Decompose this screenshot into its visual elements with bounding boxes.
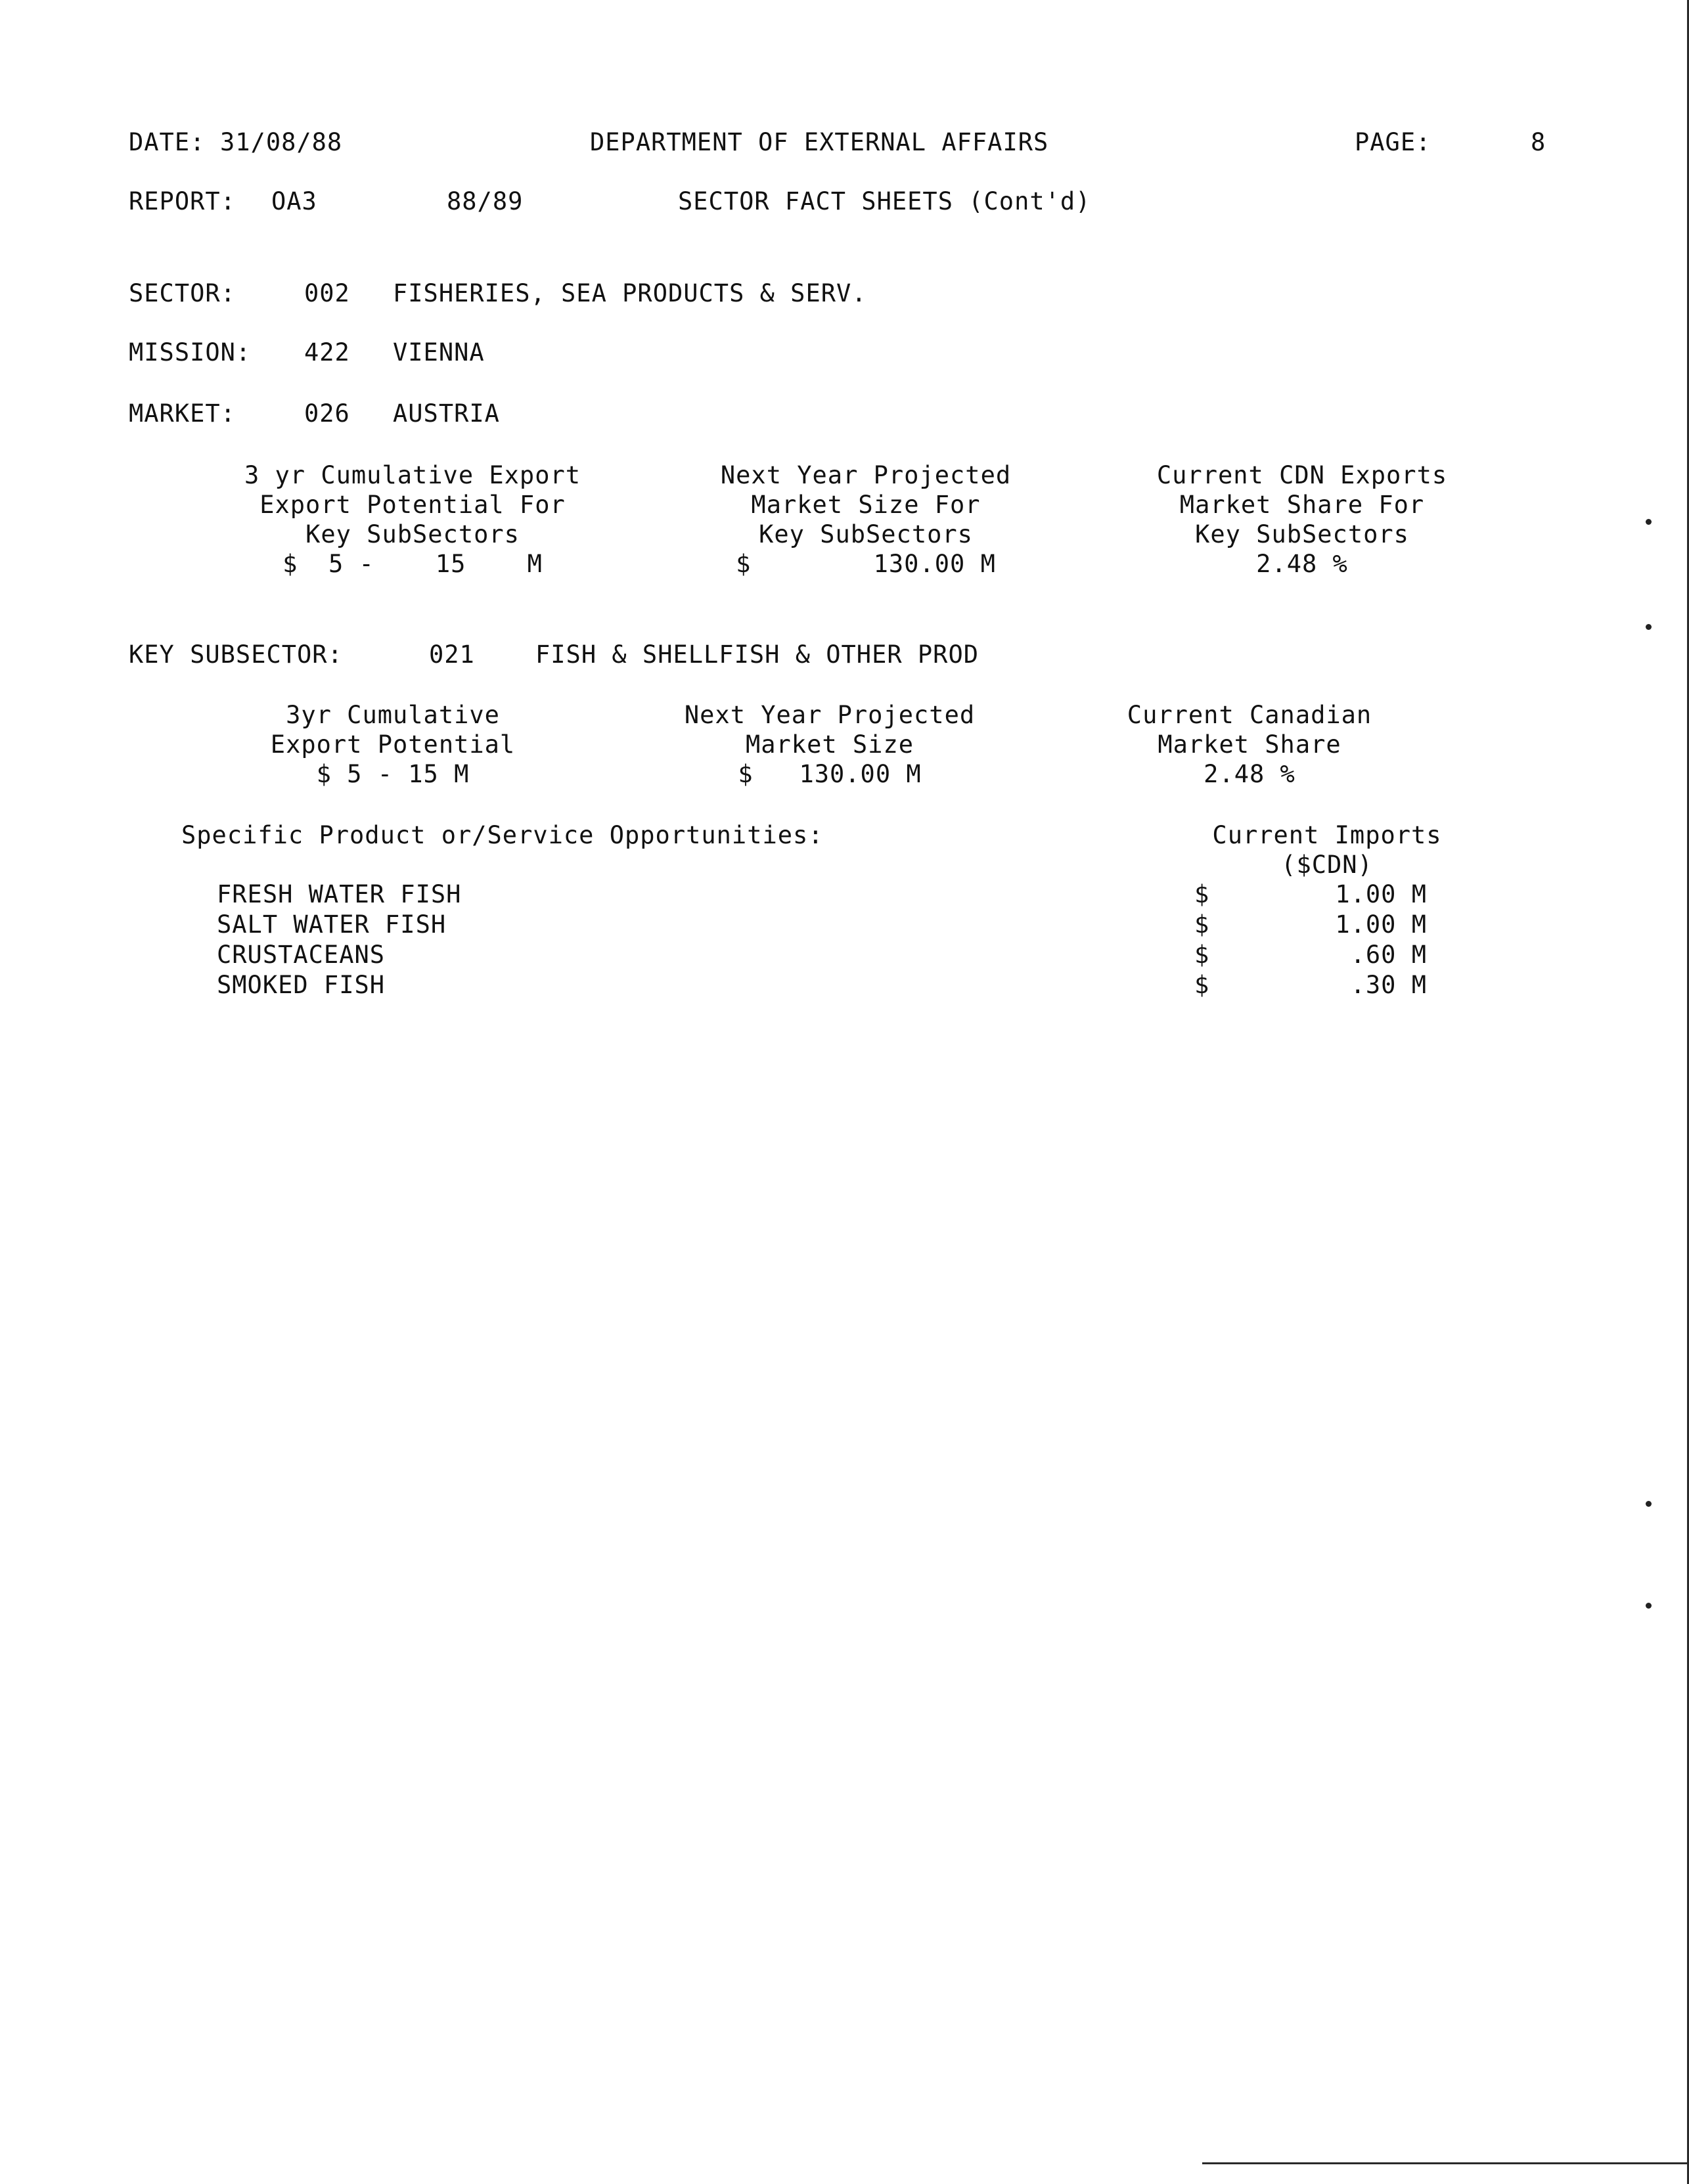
sector-market-size-value: $ 130.00 M bbox=[736, 550, 996, 578]
import-amount: 1.00 M bbox=[1335, 880, 1427, 908]
report-title: SECTOR FACT SHEETS (Cont'd) bbox=[678, 187, 1091, 215]
subsector-export-potential-value: $ 5 - 15 M bbox=[316, 760, 470, 788]
sector-market-size-heading-3: Key SubSectors bbox=[759, 520, 973, 548]
sector-name: FISHERIES, SEA PRODUCTS & SERV. bbox=[393, 279, 867, 307]
scan-speck bbox=[1646, 1501, 1652, 1507]
product-name: SMOKED FISH bbox=[217, 971, 386, 999]
product-name: SALT WATER FISH bbox=[217, 910, 447, 939]
sector-label: SECTOR: bbox=[129, 279, 236, 307]
subsector-name: FISH & SHELLFISH & OTHER PROD bbox=[535, 640, 980, 669]
page-number: 8 bbox=[1531, 128, 1546, 156]
scan-speck bbox=[1646, 519, 1652, 525]
fiscal-year: 88/89 bbox=[447, 187, 524, 215]
date-label: DATE: bbox=[129, 128, 206, 156]
subsector-market-size-value: $ 130.00 M bbox=[738, 760, 922, 788]
mission-name: VIENNA bbox=[393, 338, 485, 367]
market-name: AUSTRIA bbox=[393, 399, 500, 428]
report-code: OA3 bbox=[271, 187, 317, 215]
current-imports-heading: Current Imports bbox=[1212, 821, 1442, 849]
import-currency: $ bbox=[1194, 971, 1210, 999]
subsector-export-potential-heading-2: Export Potential bbox=[270, 730, 516, 759]
subsector-market-share-value: 2.48 % bbox=[1204, 760, 1295, 788]
product-name: CRUSTACEANS bbox=[217, 941, 386, 969]
page-label: PAGE: bbox=[1355, 128, 1431, 156]
sector-market-share-value: 2.48 % bbox=[1256, 550, 1348, 578]
market-label: MARKET: bbox=[129, 399, 236, 428]
market-code: 026 bbox=[304, 399, 350, 428]
scan-speck bbox=[1646, 624, 1652, 630]
subsector-market-share-heading-2: Market Share bbox=[1158, 730, 1341, 759]
subsector-export-potential-heading-1: 3yr Cumulative bbox=[286, 701, 500, 729]
import-currency: $ bbox=[1194, 941, 1210, 969]
sector-export-potential-heading-3: Key SubSectors bbox=[305, 520, 520, 548]
sector-market-size-heading-2: Market Size For bbox=[751, 491, 981, 519]
subsector-code: 021 bbox=[429, 640, 475, 669]
scan-speck bbox=[1646, 1603, 1652, 1609]
sector-export-potential-heading-1: 3 yr Cumulative Export bbox=[244, 461, 581, 489]
scan-bottom-line bbox=[1202, 2162, 1689, 2164]
sector-market-size-heading-1: Next Year Projected bbox=[720, 461, 1012, 489]
sector-market-share-heading-1: Current CDN Exports bbox=[1156, 461, 1448, 489]
current-imports-currency-heading: ($CDN) bbox=[1281, 851, 1373, 879]
sector-market-share-heading-2: Market Share For bbox=[1179, 491, 1425, 519]
subsector-label: KEY SUBSECTOR: bbox=[129, 640, 343, 669]
import-amount: .30 M bbox=[1350, 971, 1427, 999]
mission-label: MISSION: bbox=[129, 338, 252, 367]
sector-code: 002 bbox=[304, 279, 350, 307]
date-value: 31/08/88 bbox=[220, 128, 343, 156]
mission-code: 422 bbox=[304, 338, 350, 367]
sector-export-potential-value: $ 5 - 15 M bbox=[282, 550, 543, 578]
report-label: REPORT: bbox=[129, 187, 236, 215]
subsector-market-share-heading-1: Current Canadian bbox=[1127, 701, 1372, 729]
sector-market-share-heading-3: Key SubSectors bbox=[1195, 520, 1409, 548]
product-name: FRESH WATER FISH bbox=[217, 880, 462, 908]
import-amount: .60 M bbox=[1350, 941, 1427, 969]
subsector-market-size-heading-1: Next Year Projected bbox=[684, 701, 976, 729]
import-amount: 1.00 M bbox=[1335, 910, 1427, 939]
sector-export-potential-heading-2: Export Potential For bbox=[259, 491, 566, 519]
import-currency: $ bbox=[1194, 880, 1210, 908]
subsector-market-size-heading-2: Market Size bbox=[745, 730, 914, 759]
import-currency: $ bbox=[1194, 910, 1210, 939]
opportunities-heading: Specific Product or/Service Opportunities: bbox=[181, 821, 824, 849]
department-title: DEPARTMENT OF EXTERNAL AFFAIRS bbox=[590, 128, 1049, 156]
